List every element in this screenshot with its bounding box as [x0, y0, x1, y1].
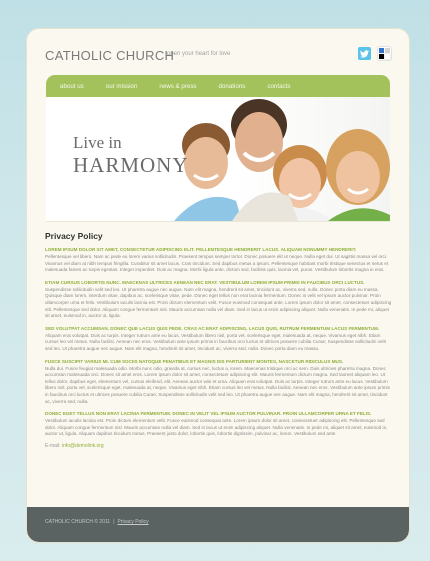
twitter-icon[interactable]	[358, 47, 371, 60]
email-link[interactable]: info@demolink.org	[61, 442, 104, 449]
email-label: E-mail:	[45, 442, 61, 449]
section-heading: FUSCE SUSCIPIT VARIUS MI. CUM SOCIIS NATOQUE PENATIBUS ET MAGNIS DIS PARTURIENT MONTES, NASCETUR RIDICULUS MUS.	[45, 358, 344, 364]
section-body: Pellentesque vel libero. Nam ac pede eu lorem varius sollicitudin. Praesent tempus semper tortor. Donec posuere elit ut neque. Nulla eget dui. Ut sagittis massa vel orci. Vivamus vel diam at nibh tempus fringilla. Curabitur sit amet lacus. Cras tincidunt. Sed dapibus metus a ipsum. Pellentesque habitant morbi tristique senectus et netus et malesuada fames ac turpis egestas. Integer imperdiet. Duis ac magna. Morbi ligula ante, dictum sed, facilisis quis, lacinia vel, purus. Vestibulum lobortis magna in erat.	[45, 254, 389, 273]
social-icons	[358, 47, 391, 60]
delicious-square-grey	[385, 48, 390, 53]
footer-separator: |	[113, 519, 115, 525]
delicious-square-blue	[379, 48, 384, 53]
footer	[27, 507, 409, 542]
nav-donations[interactable]: donations	[218, 82, 246, 90]
section-body: Aliquam erat volutpat. Duis ac turpis. Integer rutrum ante eu lacus. Vestibulum libero nisl, porta vel, scelerisque eget, malesuada at, neque. Vivamus eget nibh. Etiam cursus leo vel metus. Nulla facilisi. Aenean nec eros. Vestibulum ante ipsum primis in faucibus orci luctus et ultrices posuere cubilia Curae; Suspendisse sollicitudin velit sed leo. Ut pharetra augue nec augue. Nam elit magna, hendrerit sit amet, tincidunt ac, viverra sed, nulla. Donec porta diam eu massa.	[45, 332, 386, 351]
main-nav	[46, 75, 390, 97]
delicious-icon[interactable]	[378, 47, 391, 60]
delicious-square-black	[379, 54, 384, 59]
section-body: Suspendisse sollicitudin velit sed leo. Ut pharetra augue nec augue. Nam elit magna, hendrerit sit amet, tincidunt ac, viverra sed, nulla. Donec porta diam eu massa. Quisque diam lorem, interdum vitae, dapibus ac, scelerisque vitae, pede. Donec eget tellus non erat lacinia fermentum. Donec in velit vel ipsum auctor pulvinar. Proin ullamcorper urna et felis. Vestibulum iaculis lacinia est. Proin dictum elementum velit. Fusce euismod consequat ante. Lorem ipsum dolor sit amet, consectetuer adipiscing elit. Pellentesque sed dolor. Aliquam congue fermentum nisl. Mauris accumsan nulla vel diam. Sed in lacus ut enim adipiscing aliquet. Nulla venenatis. In pede mi, aliquet sit amet, euismod in, auctor ut, ligula.	[45, 286, 392, 319]
main-content	[45, 231, 393, 449]
section-heading: SED VOLUTPAT ACCUMSAN. DONEC QUE LACUS QUIS PEDE. CRAS AC ERAT ADIPISCING, LACUS QUIS, RUTRUM FERMENTUM LACUS FERMENTUM.	[45, 325, 380, 331]
section-heading: DONEC EGET TELLUS NON ERAT LACINIA FERMENTUM. DONEC IN VELIT VEL IPSUM AUCTOR PULVINAR. PROIN ULLAMCORPER URNA ET FELIS.	[45, 411, 372, 417]
section-body: Vestibulum iaculis lacinia est. Proin dictum elementum velit. Fusce euismod consequat ante. Lorem ipsum dolor sit amet, consectetuer adipiscing elit. Pellentesque sed dolor. Aliquam congue fermentum nisl. Mauris accumsan nulla vel diam. Sed in lacus ut enim adipiscing aliquet. Nulla venenatis. In pede mi, aliquet sit amet, euismod in, auctor ut, ligula. Aliquam dapibus tincidunt metus. Praesent justo dolor, lobortis quis, lobortis dignissim, pulvinar ac, lorem. Vestibulum sed ante.	[45, 418, 388, 437]
page-title: Privacy Policy	[45, 231, 103, 241]
nav-news-press[interactable]: news & press	[159, 82, 197, 90]
section-body: Nulla dui. Fusce feugiat malesuada odio. Morbi nunc odio, gravida at, cursus nec, luctus a, lorem. Maecenas tristique orci ac sem. Duis ultricies pharetra magna. Donec accumsan malesuada orci. Donec sit amet eros. Lorem ipsum dolor sit amet, consectetuer adipiscing elit. Mauris fermentum dictum magna. Sed laoreet aliquam leo. Ut tellus dolor, dapibus eget, elementum vel, cursus eleifend, elit. Aenean auctor wisi et urna. Aliquam erat volutpat. Duis ac turpis. Integer rutrum ante eu lacus. Vestibulum libero nisl, porta vel, scelerisque eget, malesuada at, neque. Vivamus eget nibh. Etiam cursus leo vel metus. Nulla facilisi. Aenean nec eros. Vestibulum ante ipsum primis in faucibus orci luctus et ultrices posuere cubilia Curae; Suspendisse sollicitudin velit sed leo. Ut pharetra augue nec augue. Nam elit magna, hendrerit sit amet, tincidunt ac, viverra sed, nulla.	[45, 365, 390, 404]
footer-text	[45, 519, 149, 525]
site-logo[interactable]: CATHOLIC CHURCH	[45, 48, 175, 63]
hero-heading-line1: Live in	[73, 133, 122, 152]
header	[27, 29, 409, 73]
footer-copyright: CATHOLIC CHURCH © 2011	[45, 519, 111, 525]
section-heading: LOREM IPSUM DOLOR SIT AMET, CONSECTETUR ADIPISCING ELIT. PELLENTESQUE HENDRERIT LACUS. ALIQUAM NONUMMY HENDRERIT.	[45, 247, 357, 252]
delicious-square-white	[385, 54, 390, 59]
nav-our-mission[interactable]: our mission	[105, 82, 138, 90]
twitter-bird-glyph	[360, 50, 369, 58]
nav-about-us[interactable]: about us	[60, 82, 84, 90]
hero-heading-line2: HARMONY	[73, 153, 189, 177]
section-heading: ETIAM CURSUS LOBORTIS NUNC. MAECENAS ULTRICES AENEAN NEC ERAT. VESTIBULUM LOREM IPSUM PRIMIS IN FAUCIBUS ORCI LUCTUS.	[45, 279, 365, 285]
email-line	[45, 443, 393, 449]
hero-banner	[46, 97, 390, 222]
site-tagline: open your heart for love	[167, 51, 231, 57]
footer-privacy-link[interactable]: Privacy Policy	[117, 519, 149, 525]
nav-contacts[interactable]: contacts	[267, 82, 291, 90]
page-container	[27, 29, 409, 542]
